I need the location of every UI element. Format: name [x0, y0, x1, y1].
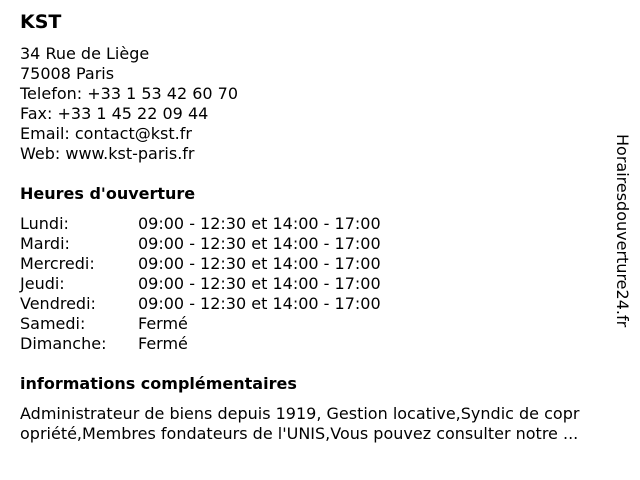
- day-label: Lundi:: [20, 214, 69, 233]
- day-label: Mercredi:: [20, 254, 95, 273]
- fax-line: Fax: +33 1 45 22 09 44: [20, 104, 209, 123]
- business-name: KST: [20, 11, 62, 33]
- day-hours: 09:00 - 12:30 et 14:00 - 17:00: [138, 274, 381, 293]
- phone-line: Telefon: +33 1 53 42 60 70: [20, 84, 239, 103]
- email-line: Email: contact@kst.fr: [20, 124, 192, 143]
- contact-block: [20, 44, 238, 164]
- description-line: opriété,Membres fondateurs de l'UNIS,Vous pouvez consulter notre ...: [20, 424, 579, 443]
- description-line: Administrateur de biens depuis 1919, Gestion locative,Syndic de copr: [20, 404, 580, 423]
- day-hours: 09:00 - 12:30 et 14:00 - 17:00: [138, 254, 381, 273]
- day-label: Jeudi:: [20, 274, 65, 293]
- hours-row-wednesday: [20, 254, 440, 274]
- opening-hours-table: [20, 214, 440, 354]
- day-hours: 09:00 - 12:30 et 14:00 - 17:00: [138, 234, 381, 253]
- day-label: Samedi:: [20, 314, 86, 333]
- address-line-street: 34 Rue de Liège: [20, 44, 150, 63]
- hours-row-monday: [20, 214, 440, 234]
- hours-row-tuesday: [20, 234, 440, 254]
- hours-row-thursday: [20, 274, 440, 294]
- address-line-city: 75008 Paris: [20, 64, 115, 83]
- day-label: Mardi:: [20, 234, 70, 253]
- additional-info-heading: informations complémentaires: [20, 374, 297, 393]
- day-label: Vendredi:: [20, 294, 96, 313]
- hours-row-saturday: [20, 314, 440, 334]
- day-hours: Fermé: [138, 334, 188, 353]
- web-line: Web: www.kst-paris.fr: [20, 144, 195, 163]
- opening-hours-heading: Heures d'ouverture: [20, 184, 196, 203]
- day-label: Dimanche:: [20, 334, 107, 353]
- day-hours: Fermé: [138, 314, 188, 333]
- day-hours: 09:00 - 12:30 et 14:00 - 17:00: [138, 214, 381, 233]
- additional-info-text: [20, 404, 632, 444]
- day-hours: 09:00 - 12:30 et 14:00 - 17:00: [138, 294, 381, 313]
- hours-row-friday: [20, 294, 440, 314]
- hours-row-sunday: [20, 334, 440, 354]
- site-watermark: Horairesdouverture24.fr: [613, 134, 632, 328]
